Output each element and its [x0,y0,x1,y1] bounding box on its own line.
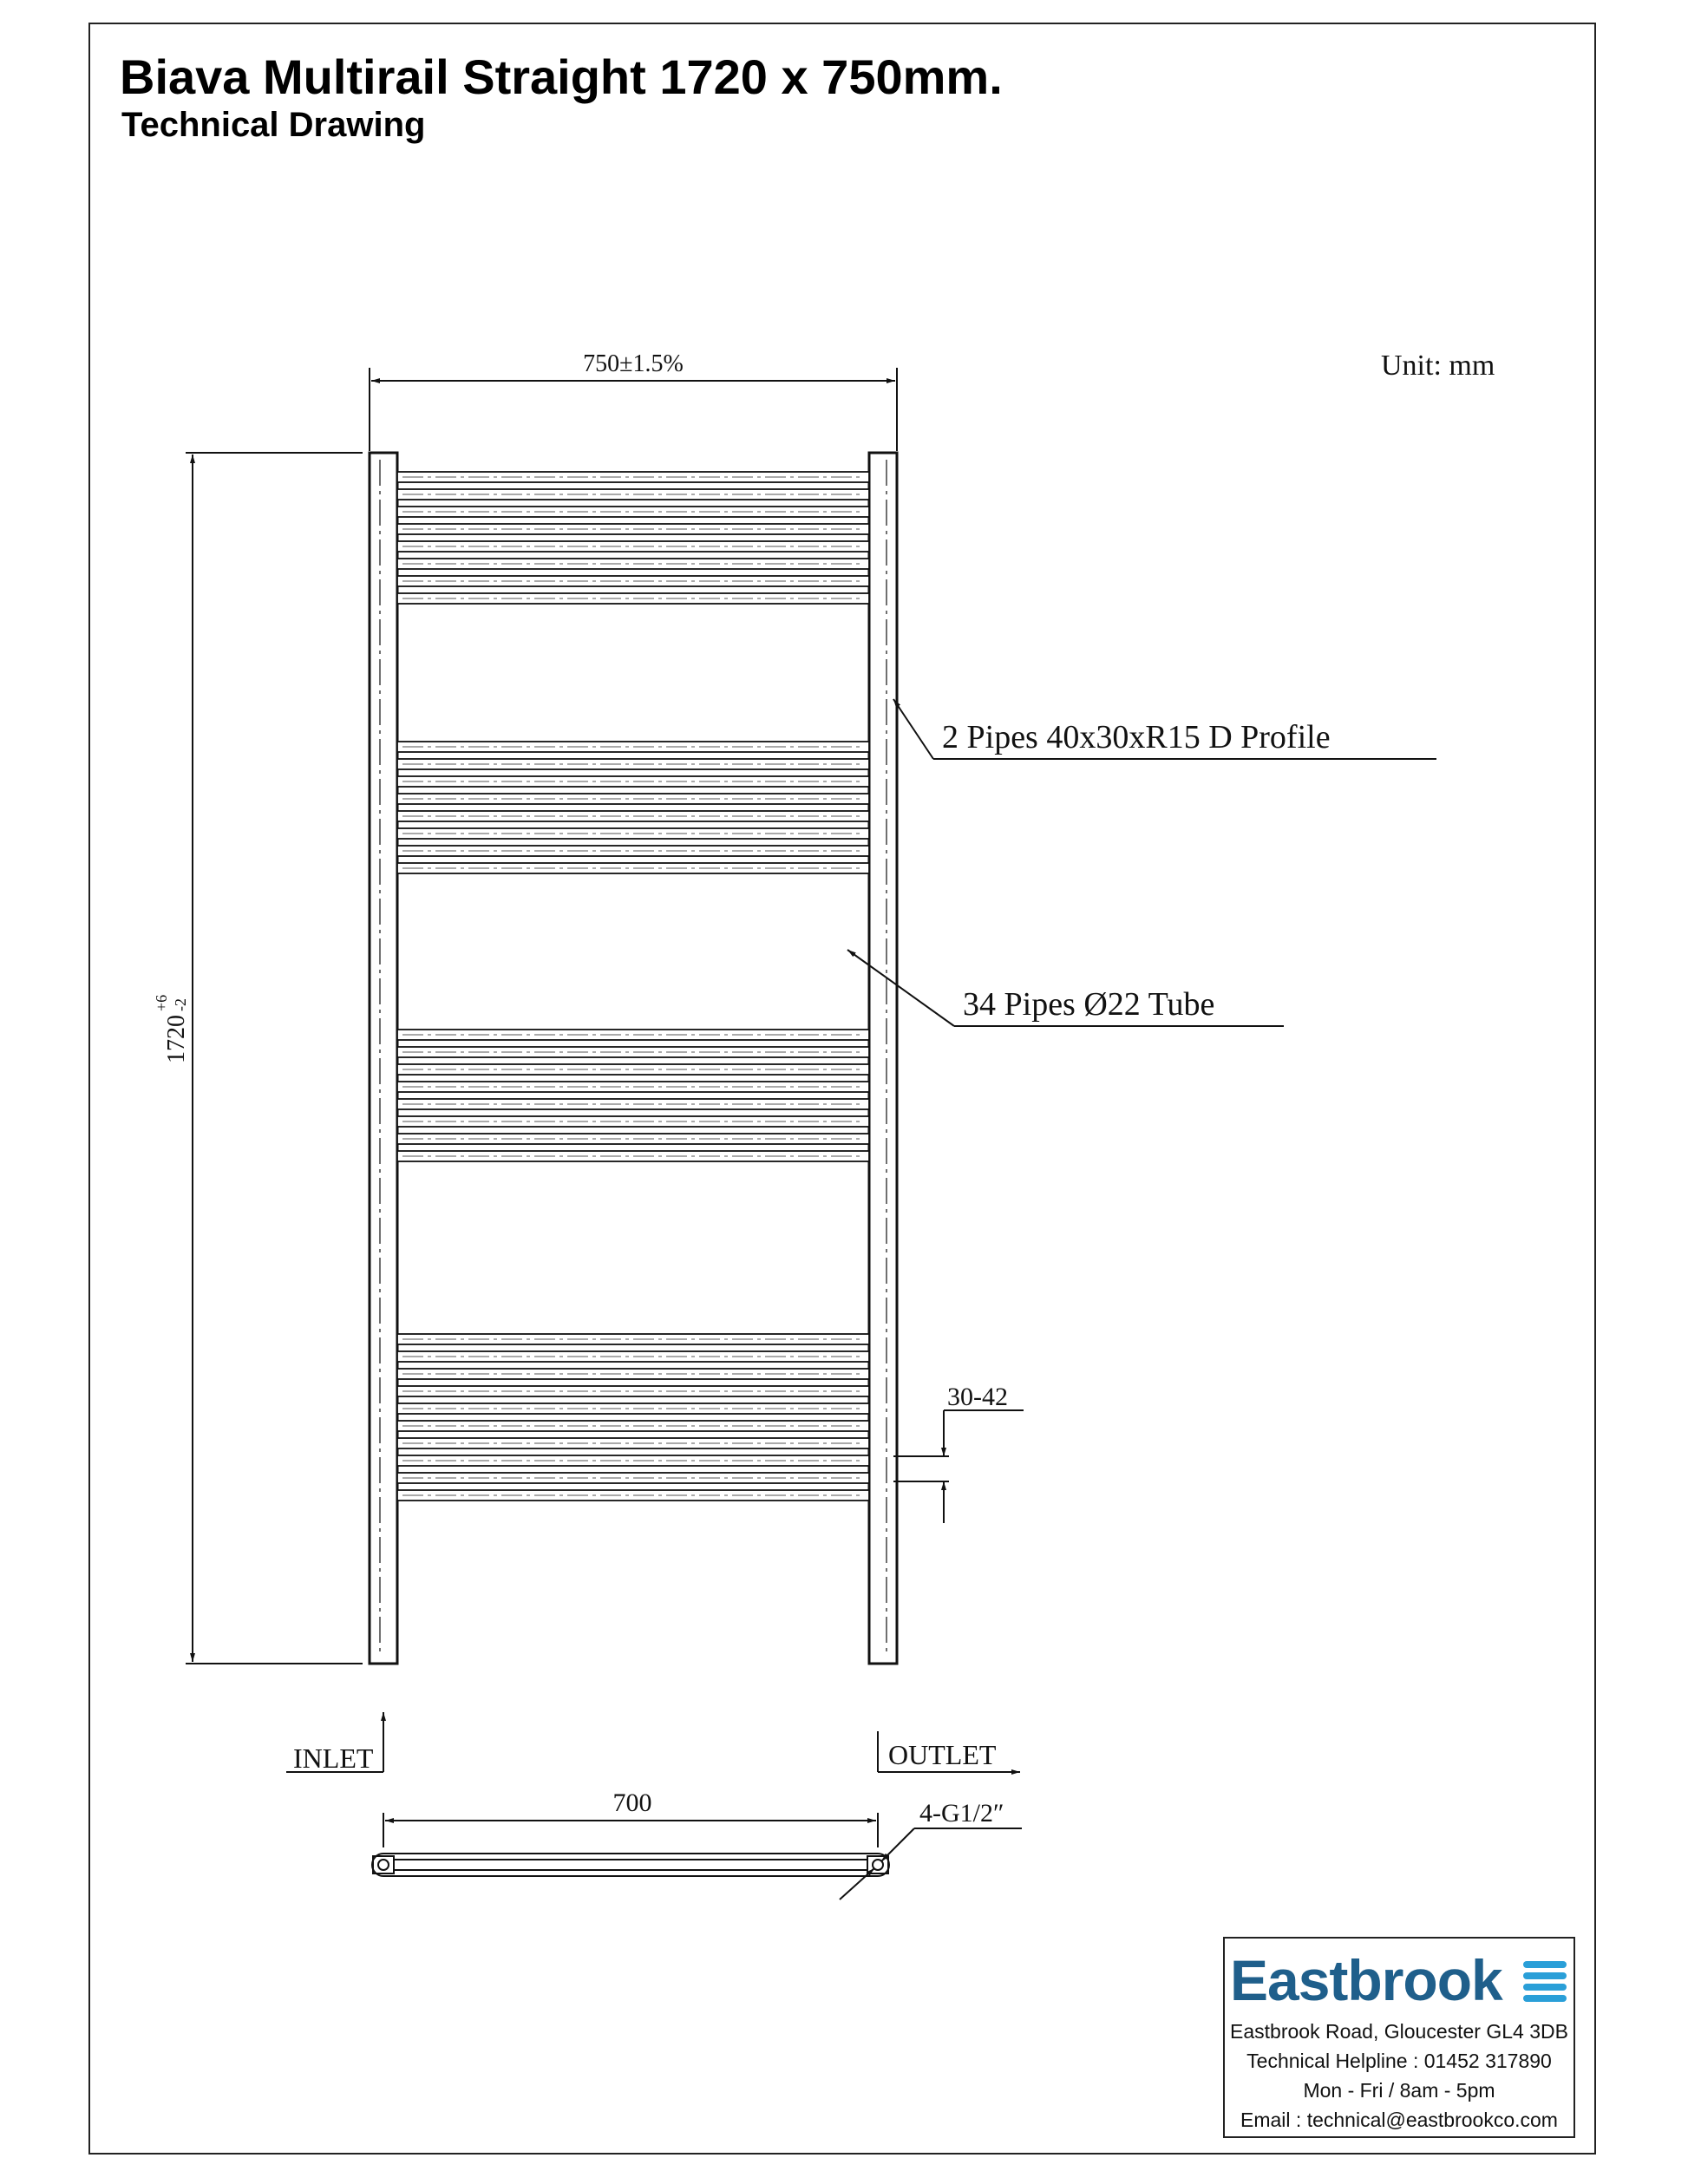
company-logo [1225,1949,1574,2018]
wave-lines-icon [1523,1961,1567,2008]
page-title: Biava Multirail Straight 1720 x 750mm. [120,49,1003,104]
right-vertical-rail [869,453,897,1664]
horizontal-pipes-callout: 34 Pipes Ø22 Tube [963,986,1215,1023]
bar-spacing-label: 30-42 [947,1383,1008,1411]
width-dimension-label: 750±1.5% [583,350,684,377]
horizontal-bars [397,472,869,1501]
bar-spacing-dimension [893,1410,1024,1523]
centres-label: 700 [612,1788,652,1817]
brand-name: Eastbrook [1230,1948,1502,2012]
support-email: Email : technical@eastbrookco.com [1240,2109,1558,2131]
opening-hours: Mon - Fri / 8am - 5pm [1303,2079,1495,2102]
height-tolerance-lower: -2 [172,998,189,1011]
inlet-label: INLET [293,1743,374,1774]
vertical-pipes-callout: 2 Pipes 40x30xR15 D Profile [942,719,1331,755]
company-contact-box [1223,1937,1575,2138]
height-dimension [186,453,363,1664]
page-subtitle: Technical Drawing [121,106,426,144]
plan-view [372,1854,889,1876]
width-dimension [370,368,897,451]
technical-helpline: Technical Helpline : 01452 317890 [1246,2050,1552,2072]
outlet-label: OUTLET [888,1739,997,1770]
unit-label: Unit: mm [1381,350,1495,382]
height-dimension-label: 1720 [163,1015,190,1063]
height-tolerance-upper: +6 [153,994,170,1011]
left-vertical-rail [370,453,397,1664]
centres-dimension [383,1813,878,1847]
connection-label: 4-G1/2″ [919,1799,1004,1828]
company-address: Eastbrook Road, Gloucester GL4 3DB [1230,2020,1568,2043]
